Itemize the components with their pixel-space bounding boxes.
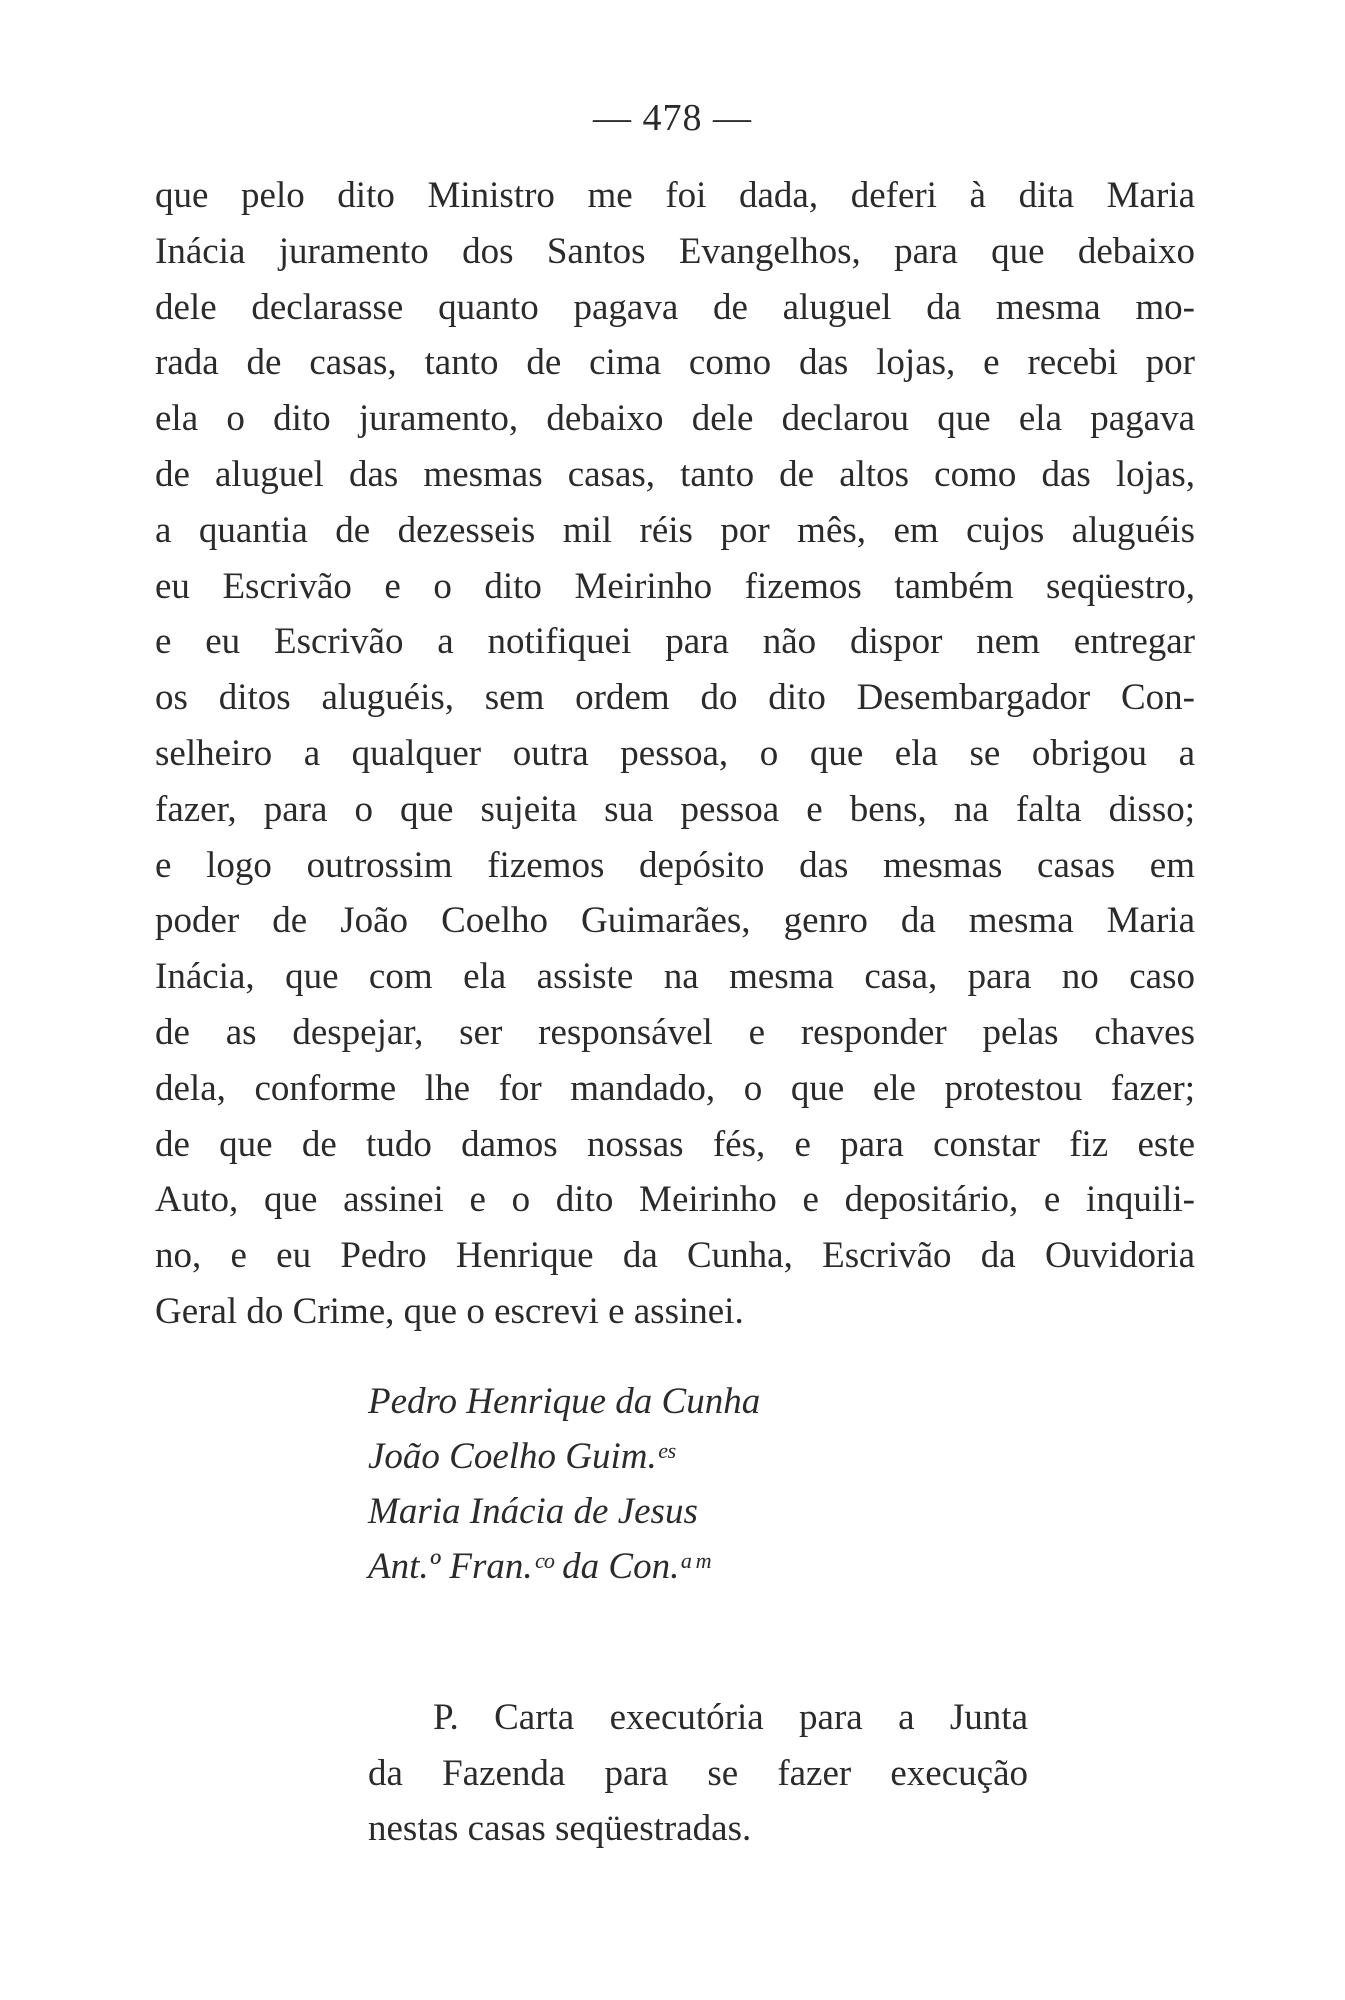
- note-line: P. Carta executória para a Junta: [433, 1697, 1028, 1738]
- text-line: no, e eu Pedro Henrique da Cunha, Escrivão da Ouvidoria: [155, 1235, 1195, 1277]
- body-paragraph: [155, 168, 1195, 1340]
- text-line: os ditos aluguéis, sem ordem do dito Desembargador Con-: [155, 677, 1195, 719]
- text-line: e logo outrossim fizemos depósito das mesmas casas em: [155, 844, 1195, 886]
- text-line: ela o dito juramento, debaixo dele declarou que ela pagava: [155, 398, 1195, 440]
- signature-line: Pedro Henrique da Cunha: [368, 1381, 761, 1422]
- text-line: que pelo dito Ministro me foi dada, deferi à dita Maria: [155, 175, 1195, 216]
- note-line: nestas casas seqüestradas.: [368, 1808, 752, 1849]
- text-line: de aluguel das mesmas casas, tanto de altos como das lojas,: [155, 453, 1195, 495]
- text-line: Inácia juramento dos Santos Evangelhos, para que debaixo: [155, 230, 1195, 272]
- text-line: e eu Escrivão a notifiquei para não dispor nem entregar: [155, 621, 1195, 663]
- text-line: fazer, para o que sujeita sua pessoa e bens, na falta disso;: [155, 788, 1195, 830]
- closing-note: [368, 1690, 1028, 1857]
- page-number: — 478 —: [593, 97, 752, 139]
- signature-line: Ant.º Fran.ᶜᵒ da Con.ᵃᵐ: [368, 1546, 710, 1587]
- signature-line: Maria Inácia de Jesus: [368, 1491, 698, 1532]
- text-line: rada de casas, tanto de cima como das lojas, e recebi por: [155, 342, 1195, 384]
- text-line: de que de tudo damos nossas fés, e para constar fiz este: [155, 1123, 1195, 1165]
- text-line: poder de João Coelho Guimarães, genro da mesma Maria: [155, 900, 1195, 942]
- text-line: dele declarasse quanto pagava de aluguel da mesma mo-: [155, 286, 1195, 328]
- text-line: eu Escrivão e o dito Meirinho fizemos também seqüestro,: [155, 565, 1195, 607]
- text-line: Auto, que assinei e o dito Meirinho e depositário, e inquili-: [155, 1179, 1195, 1221]
- text-line: Inácia, que com ela assiste na mesma casa, para no caso: [155, 956, 1195, 998]
- text-line: selheiro a qualquer outra pessoa, o que ela se obrigou a: [155, 732, 1195, 774]
- text-line: dela, conforme lhe for mandado, o que ele protestou fazer;: [155, 1067, 1195, 1109]
- text-line: a quantia de dezesseis mil réis por mês, em cujos aluguéis: [155, 509, 1195, 551]
- signature-line: João Coelho Guim.ᵉˢ: [368, 1436, 675, 1477]
- note-line: da Fazenda para se fazer execução: [368, 1752, 1028, 1794]
- text-line: de as despejar, ser responsável e responder pelas chaves: [155, 1011, 1195, 1053]
- text-line: Geral do Crime, que o escrevi e assinei.: [155, 1290, 744, 1332]
- signature-block: [368, 1374, 760, 1594]
